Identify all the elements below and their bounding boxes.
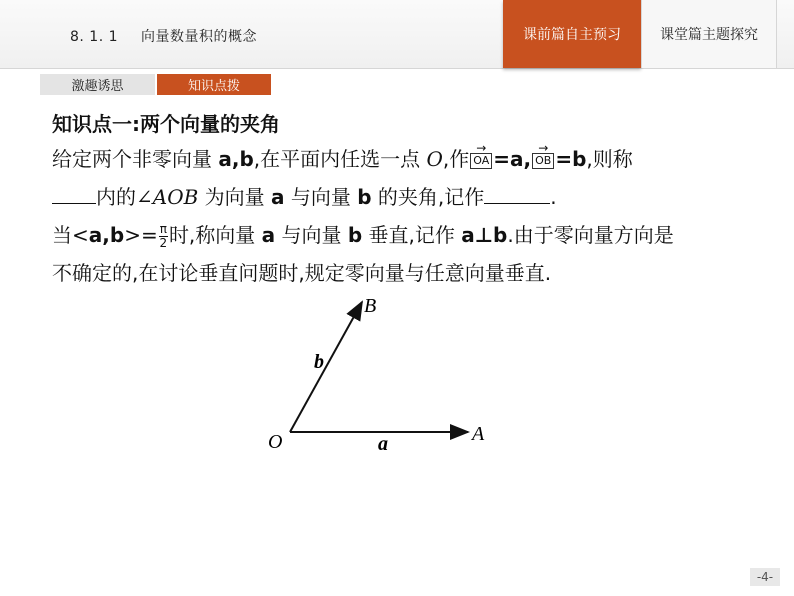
text-span: ,在平面内任选一点	[253, 147, 427, 171]
vector-OA-label: OA	[473, 153, 490, 167]
text-span: 内的	[96, 185, 136, 209]
header-bar	[0, 0, 794, 69]
fraction-denominator: 2	[159, 236, 168, 250]
vector-ab: a,b	[218, 147, 254, 171]
answer-blank-2[interactable]	[484, 181, 550, 204]
label-vector-a: a	[378, 433, 388, 455]
subtab-knowledge[interactable]: 知识点拨	[157, 74, 271, 95]
knowledge-point-title: 知识点一:两个向量的夹角	[52, 112, 280, 136]
vector-arrow-icon: →	[476, 140, 487, 155]
page-number: -4-	[750, 568, 780, 586]
text-span: .	[550, 185, 557, 209]
equals-a: =a,	[493, 147, 532, 171]
answer-blank-1[interactable]	[52, 181, 96, 204]
text-span: 给定两个非零向量	[52, 147, 219, 171]
text-span: 时,称向量	[168, 223, 262, 247]
vector-a: a	[261, 223, 276, 247]
text-span: 的夹角,记作	[371, 185, 485, 209]
text-span: 与向量	[275, 223, 348, 247]
text-line-4: 不确定的,在讨论垂直问题时,规定零向量与任意向量垂直.	[52, 261, 552, 285]
label-O: O	[268, 431, 283, 453]
vector-OB-box	[532, 140, 554, 169]
subtab-motivation[interactable]: 激趣诱思	[40, 74, 155, 95]
point-O: O	[426, 147, 443, 171]
text-span: ,作	[442, 147, 470, 171]
text-span: 垂直,记作	[362, 223, 462, 247]
text-line-1	[52, 140, 772, 178]
vector-b: b	[357, 185, 372, 209]
vector-OA-box	[470, 140, 492, 169]
vector-b-line	[290, 302, 362, 432]
tab-explore[interactable]: 课堂篇主题探究	[641, 0, 777, 68]
vector-arrow-icon: →	[538, 140, 549, 155]
vector-a: a	[271, 185, 285, 209]
text-span: ,则称	[586, 147, 633, 171]
tab-preview[interactable]: 课前篇自主预习	[503, 0, 641, 68]
vector-ab: a,b	[88, 223, 125, 247]
label-A: A	[472, 423, 485, 445]
label-vector-b: b	[314, 351, 324, 373]
perpendicular-notation: a⊥b	[461, 223, 508, 247]
section-name: 向量数量积的概念	[140, 29, 257, 45]
text-span: 当<	[52, 223, 89, 247]
text-span: >=	[124, 223, 158, 247]
fraction-numerator: π	[159, 222, 167, 236]
vector-b: b	[347, 223, 363, 247]
text-span: .由于零向量方向是	[507, 223, 674, 247]
vector-angle-diagram	[250, 290, 510, 465]
section-number: 8. 1. 1	[70, 29, 119, 45]
text-line-2	[52, 178, 772, 216]
label-B: B	[364, 295, 377, 317]
section-title	[70, 26, 257, 46]
angle-AOB: ∠AOB	[136, 185, 199, 209]
equals-b: =b	[555, 147, 587, 171]
text-line-3	[52, 216, 772, 254]
vector-OB-label: OB	[535, 153, 552, 167]
definition-paragraph	[52, 140, 772, 292]
fraction-pi-over-2	[159, 223, 168, 250]
text-span: 与向量	[284, 185, 358, 209]
text-span: 为向量	[198, 185, 272, 209]
main-content	[52, 108, 772, 292]
